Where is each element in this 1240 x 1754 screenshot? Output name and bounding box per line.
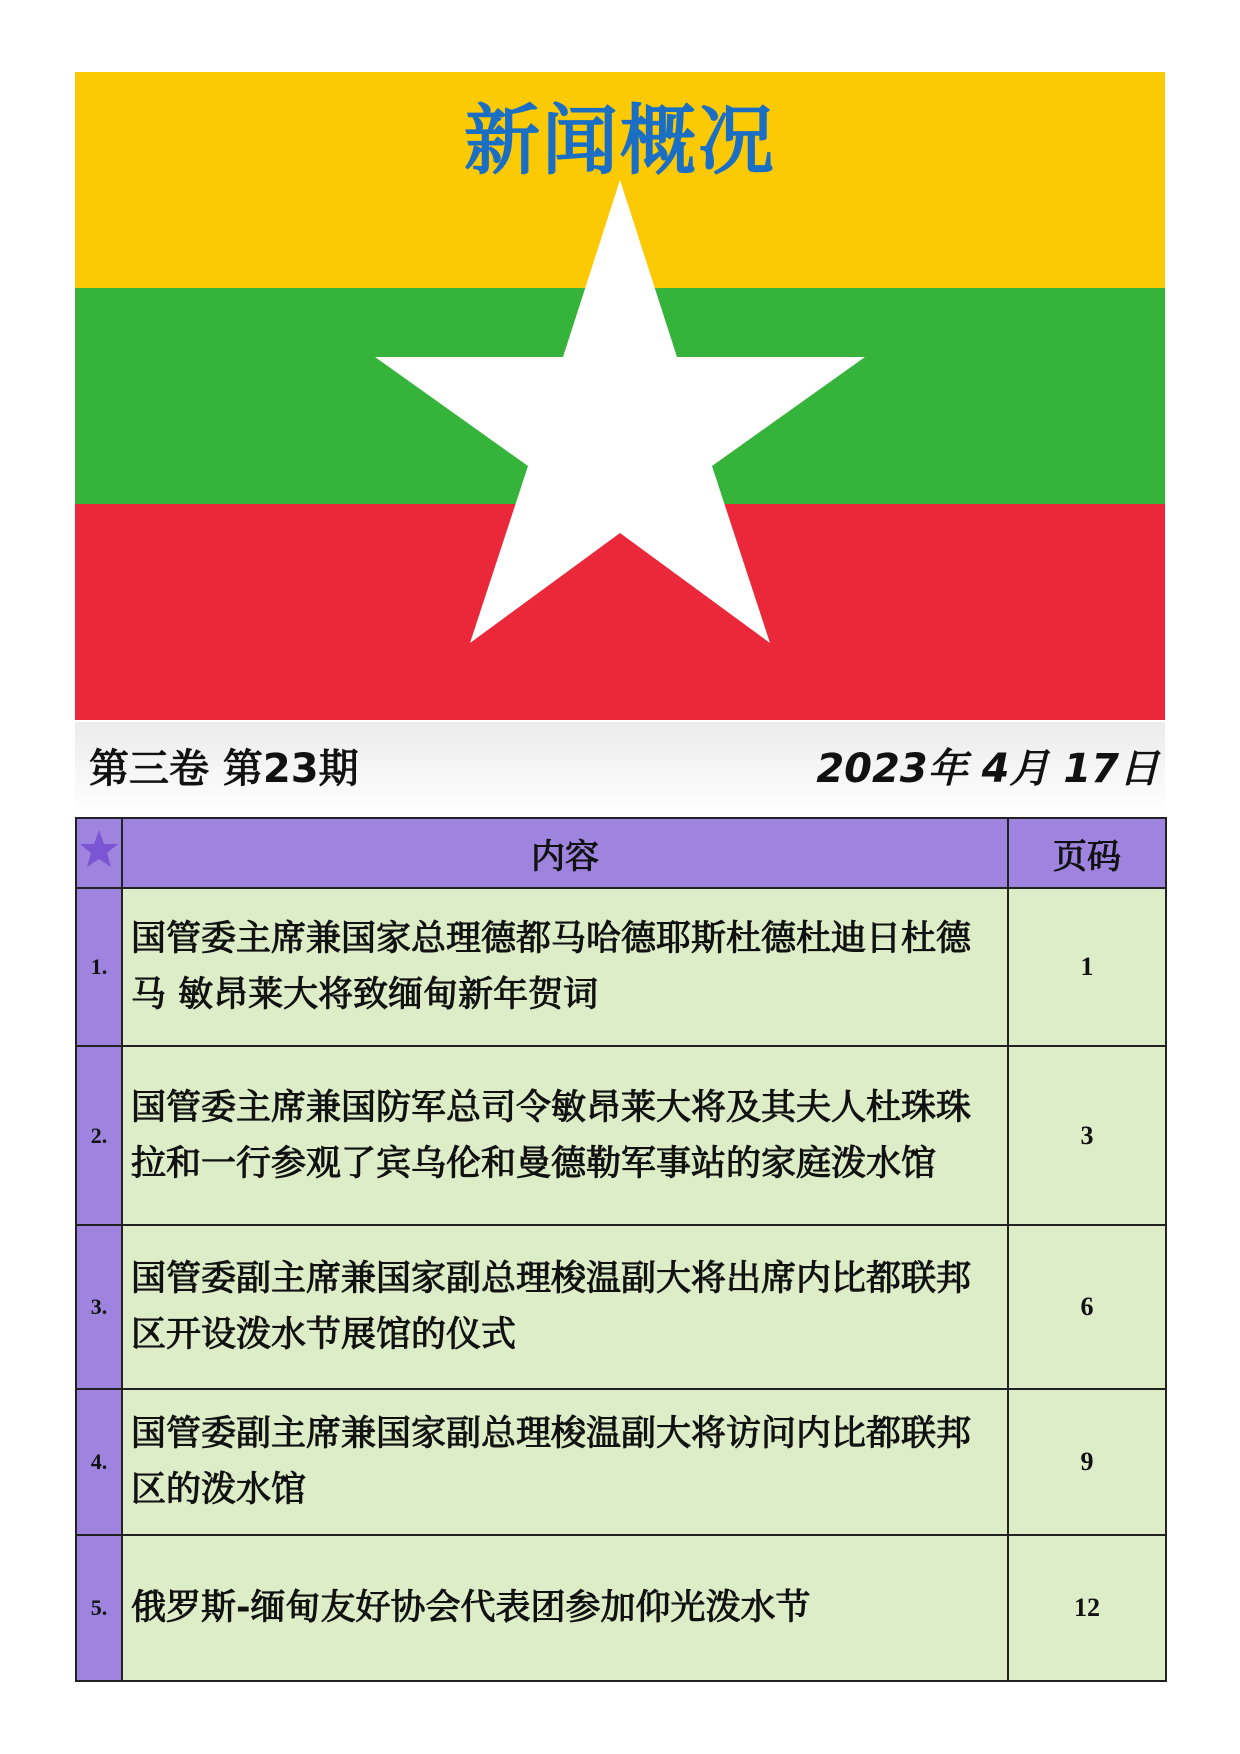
table-row[interactable] (76, 1535, 1166, 1681)
table-row[interactable] (76, 1225, 1166, 1389)
volume-issue: 第三卷 第23期 (89, 746, 359, 792)
row-title: 国管委主席兼国家总理德都马哈德耶斯杜德杜迪日杜德马 敏昂莱大将致缅甸新年贺词 (122, 888, 1008, 1046)
row-number: 1. (76, 888, 122, 1046)
table-row[interactable] (76, 1046, 1166, 1225)
row-title: 国管委副主席兼国家副总理梭温副大将访问内比都联邦区的泼水馆 (122, 1389, 1008, 1535)
toc-header-row (76, 818, 1166, 888)
table-row[interactable] (76, 1389, 1166, 1535)
issue-bar (75, 722, 1165, 814)
row-number: 3. (76, 1225, 122, 1389)
row-page: 1 (1008, 888, 1166, 1046)
row-number: 4. (76, 1389, 122, 1535)
row-number: 5. (76, 1535, 122, 1681)
star-icon (78, 828, 120, 870)
table-row[interactable] (76, 888, 1166, 1046)
table-of-contents (75, 817, 1167, 1682)
page-title: 新闻概况 (464, 96, 776, 185)
row-title: 俄罗斯-缅甸友好协会代表团参加仰光泼水节 (122, 1535, 1008, 1681)
row-number: 2. (76, 1046, 122, 1225)
row-title: 国管委副主席兼国家副总理梭温副大将出席内比都联邦区开设泼水节展馆的仪式 (122, 1225, 1008, 1389)
row-title: 国管委主席兼国防军总司令敏昂莱大将及其夫人杜珠珠拉和一行参观了宾乌伦和曼德勒军事站的家庭泼水馆 (122, 1046, 1008, 1225)
toc-header-page: 页码 (1008, 818, 1166, 888)
row-page: 12 (1008, 1535, 1166, 1681)
row-page: 3 (1008, 1046, 1166, 1225)
myanmar-flag-banner (75, 72, 1165, 720)
row-page: 9 (1008, 1389, 1166, 1535)
toc-header-icon-cell (76, 818, 122, 888)
row-page: 6 (1008, 1225, 1166, 1389)
toc-header-content: 内容 (122, 818, 1008, 888)
issue-date: 2023年 4月 17日 (816, 746, 1159, 792)
